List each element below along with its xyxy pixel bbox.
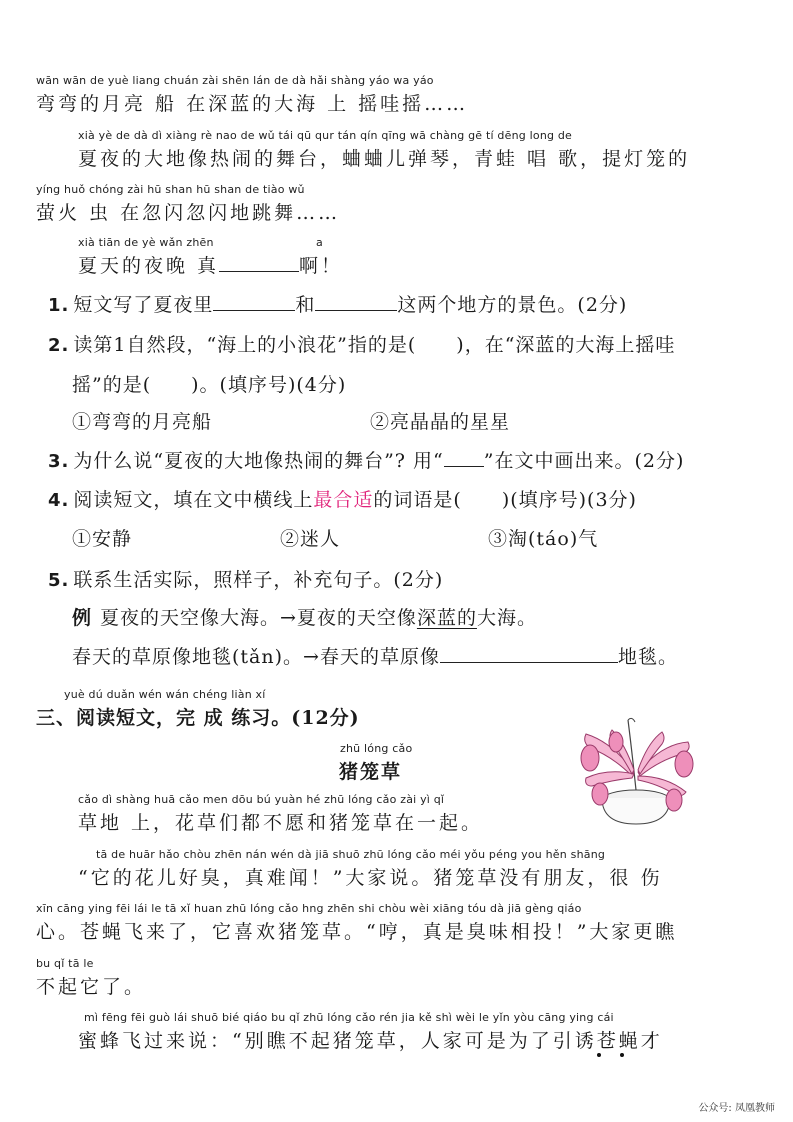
- answer-blank[interactable]: [440, 646, 618, 663]
- passage-text: 夏天的夜晚 真: [78, 255, 220, 277]
- pinyin-a: a: [316, 236, 323, 249]
- option-2: ②亮晶晶的星星: [370, 411, 511, 433]
- pitcher-plant-illustration: [572, 712, 702, 827]
- question-text: 的词语是( )(填序号)(3分): [373, 489, 637, 511]
- story-line: 蜜蜂飞过来说：“别瞧不起猪笼草，人家可是为了引诱苍蝇才: [78, 1030, 663, 1052]
- example-line: [72, 603, 537, 630]
- pinyin-line: zhū lóng cǎo: [340, 742, 413, 755]
- story-title: 猪笼草: [339, 761, 403, 783]
- underline-sample: [444, 450, 484, 467]
- answer-blank[interactable]: [219, 255, 299, 272]
- section-heading: 三、阅读短文，完 成 练习。(12分): [36, 707, 360, 729]
- answer-blank[interactable]: [315, 294, 397, 311]
- passage-text: 啊！: [299, 255, 344, 277]
- question-1: [48, 290, 627, 317]
- pinyin-line: tā de huār hǎo chòu zhēn nán wén dà jiā shuō zhū lóng cǎo méi yǒu péng you hěn shāng: [96, 848, 606, 861]
- passage-line: 弯弯的月亮 船 在深蓝的大海 上 摇哇摇……: [36, 93, 469, 115]
- pinyin-line: cǎo dì shàng huā cǎo men dōu bú yuàn hé zhū lóng cǎo zài yì qǐ: [78, 793, 445, 806]
- emphasis-dot: [620, 1053, 624, 1057]
- pinyin-line: yíng huǒ chóng zài hū shan hū shan de tiào wǔ: [36, 183, 305, 196]
- example-label: 例: [72, 607, 93, 629]
- question-text: ”在文中画出来。(2分): [483, 450, 685, 472]
- question-text: 这两个地方的景色。(2分): [397, 294, 628, 316]
- question-number: 5.: [48, 570, 70, 591]
- question-3: [48, 446, 684, 473]
- option-1: ①安静: [72, 528, 133, 550]
- question-number: 1.: [48, 295, 70, 316]
- story-line: “它的花儿好臭，真难闻！”大家说。猪笼草没有朋友，很 伤: [78, 867, 663, 889]
- pinyin-line: xià yè de dà dì xiàng rè nao de wǔ tái qū qur tán qín qīng wā chàng gē tí dēng long de: [78, 129, 573, 142]
- pinyin-line: xīn cāng ying fēi lái le tā xǐ huan zhū lóng cǎo hng zhēn shi chòu wèi xiāng tóu dà jiā gèng qiáo: [36, 902, 582, 915]
- pinyin-line: yuè dú duǎn wén wán chéng liàn xí: [64, 688, 266, 701]
- question-text: 短文写了夏夜里: [73, 294, 214, 316]
- pinyin-line: mì fēng fēi guò lái shuō bié qiáo bu qǐ zhū lóng cǎo rén jia kě shì wèi le yǐn yòu cāng ying cái: [84, 1011, 614, 1024]
- story-line: 不起它了。: [36, 976, 147, 998]
- pinyin-line: xià tiān de yè wǎn zhēn: [78, 236, 214, 249]
- question-number: 3.: [48, 451, 70, 472]
- question-number: 4.: [48, 490, 70, 511]
- question-5: [48, 565, 443, 592]
- pinyin-line: wān wān de yuè liang chuán zài shēn lán de dà hǎi shàng yáo wa yáo: [36, 74, 434, 87]
- option-3: ③淘(táo)气: [488, 528, 599, 550]
- question-text: 春天的草原像地毯(tǎn)。→春天的草原像: [72, 646, 440, 668]
- answer-blank[interactable]: [213, 294, 295, 311]
- question-4: [48, 485, 637, 512]
- passage-line: 夏夜的大地像热闹的舞台，蛐蛐儿弹琴，青蛙 唱 歌，提灯笼的: [78, 148, 691, 170]
- option-2: ②迷人: [280, 528, 341, 550]
- example-text: 夏夜的天空像大海。→夏夜的天空像: [100, 607, 417, 629]
- question-text: 地毯。: [617, 646, 678, 668]
- story-line: 草地 上，花草们都不愿和猪笼草在一起。: [78, 812, 484, 834]
- question-text: 和: [295, 294, 316, 316]
- option-1: ①弯弯的月亮船: [72, 411, 213, 433]
- question-text: 联系生活实际，照样子，补充句子。(2分): [73, 569, 444, 591]
- highlight-text: 最合适: [313, 489, 374, 511]
- pinyin-line: bu qǐ tā le: [36, 957, 94, 970]
- question-2: [48, 330, 675, 357]
- question-text: 为什么说“夏夜的大地像热闹的舞台”? 用“: [73, 450, 444, 472]
- example-text: 大海。: [476, 607, 537, 629]
- emphasis-dot: [597, 1053, 601, 1057]
- passage-line: 萤火 虫 在忽闪忽闪地跳舞……: [36, 202, 341, 224]
- question-text: 阅读短文，填在文中横线上: [73, 489, 314, 511]
- question-2-cont: 摇”的是( )。(填序号)(4分): [72, 374, 347, 396]
- example-underlined: 深蓝的: [416, 607, 477, 629]
- question-text: 读第1自然段，“海上的小浪花”指的是( )，在“深蓝的大海上摇哇: [73, 334, 676, 356]
- footer-credit: 公众号: 凤凰教师: [698, 1103, 775, 1114]
- story-line: 心。苍蝇飞来了，它喜欢猪笼草。“哼，真是臭味相投！”大家更瞧: [36, 921, 678, 943]
- question-number: 2.: [48, 335, 70, 356]
- passage-line: [78, 251, 343, 278]
- fill-line: [72, 642, 678, 669]
